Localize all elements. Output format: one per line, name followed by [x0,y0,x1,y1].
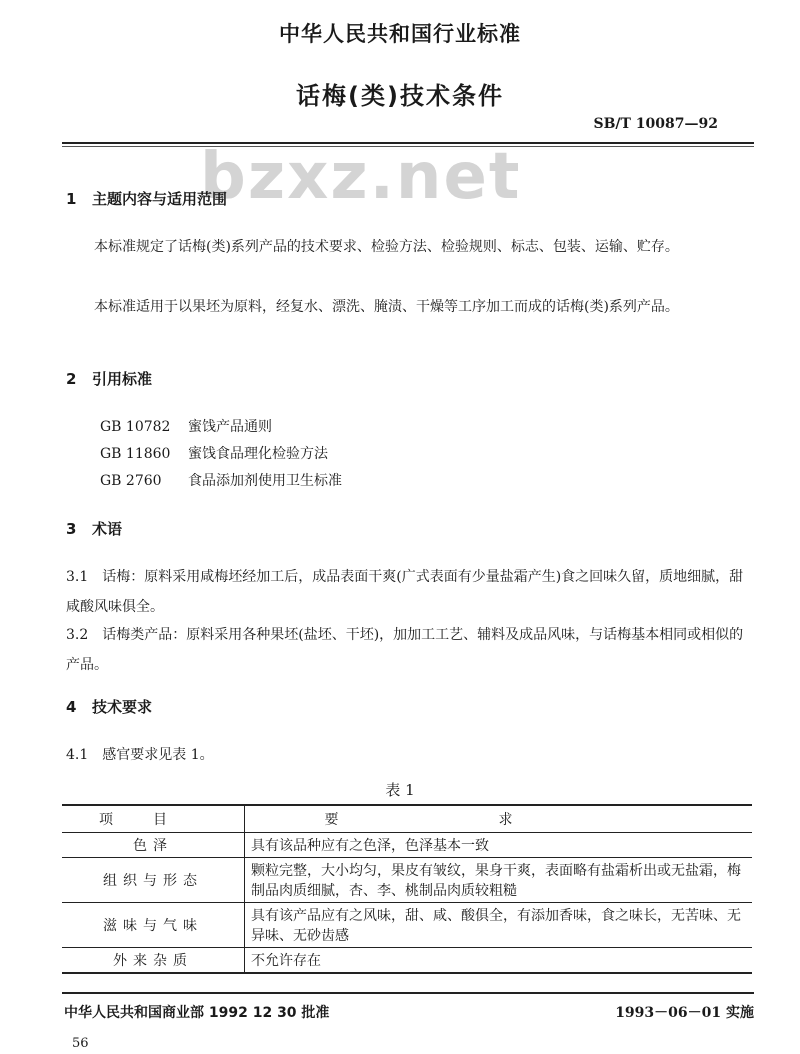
approval-line: 中华人民共和国商业部 1992 12 30 批准 [64,1005,330,1021]
reference-name: 蜜饯产品通则 [188,419,272,435]
section-title: 术语 [92,520,123,538]
section-number: 3 [66,520,77,538]
section-title: 技术要求 [92,698,153,716]
reference-item [100,443,328,463]
section-number: 2 [66,370,77,388]
reference-name: 食品添加剂使用卫生标准 [188,473,342,489]
standard-code: SB/T 10087—92 [593,116,718,132]
org-title: 中华人民共和国行业标准 [279,22,521,46]
table-cell-requirement: 颗粒完整，大小均匀，果皮有皱纹，果身干爽，表面略有盐霜析出或无盐霜，梅制品肉质细腻，杏、李、桃制品肉质较粗糙 [245,858,753,903]
section-2-heading [66,368,152,389]
table-cell-requirement: 具有该品种应有之色泽，色泽基本一致 [245,833,753,858]
requirements-table [62,804,752,974]
section-3-paragraph-2: 3.2 话梅类产品：原料采用各种果坯(盐坯、干坯)，加加工工艺、辅料及成品风味，与话梅基本相同或相似的产品。 [66,627,744,673]
table-row [62,948,752,974]
table-header-requirement: 要求 [245,805,753,833]
section-1-heading [66,188,227,209]
table-cell-requirement: 不允许存在 [245,948,753,974]
reference-code: GB 10782 [100,419,171,435]
section-title: 主题内容与适用范围 [92,190,228,208]
reference-code: GB 2760 [100,473,162,489]
table-caption: 表 1 [385,781,415,799]
table-header-row [62,805,752,833]
reference-code: GB 11860 [100,446,171,462]
section-number: 4 [66,698,77,716]
section-3-heading [66,518,122,539]
section-title: 引用标准 [92,370,153,388]
reference-item [100,470,342,490]
section-number: 1 [66,190,77,208]
table-cell-item: 色泽 [62,833,245,858]
reference-name: 蜜饯食品理化检验方法 [188,446,328,462]
page-number: 56 [72,1036,89,1051]
footer-rule [62,992,754,994]
section-1-paragraph-2: 本标准适用于以果坯为原料，经复水、漂洗、腌渍、干燥等工序加工而成的话梅(类)系列产品。 [94,299,679,315]
effective-date: 1993－06－01 实施 [615,1005,754,1021]
table-cell-item: 滋味与气味 [62,903,245,948]
section-4-heading [66,696,152,717]
table-row [62,903,752,948]
table-cell-item: 组织与形态 [62,858,245,903]
table-cell-requirement: 具有该产品应有之风味，甜、咸、酸俱全，有添加香味，食之味长，无苦味、无异味、无砂齿感 [245,903,753,948]
section-1-paragraph-1: 本标准规定了话梅(类)系列产品的技术要求、检验方法、检验规则、标志、包装、运输、贮存。 [94,239,679,255]
reference-item [100,416,272,436]
section-3-paragraph-1: 3.1 话梅：原料采用咸梅坯经加工后，成品表面干爽(广式表面有少量盐霜产生)食之回味久留，质地细腻，甜咸酸风味俱全。 [66,569,744,615]
table-header-item: 项目 [62,805,245,833]
table-row [62,858,752,903]
watermark: bzxz.net [200,140,522,214]
table-cell-item: 外来杂质 [62,948,245,974]
section-4-paragraph-1: 4.1 感官要求见表 1。 [66,747,214,763]
table-row [62,833,752,858]
document-title: 话梅(类)技术条件 [296,82,504,110]
